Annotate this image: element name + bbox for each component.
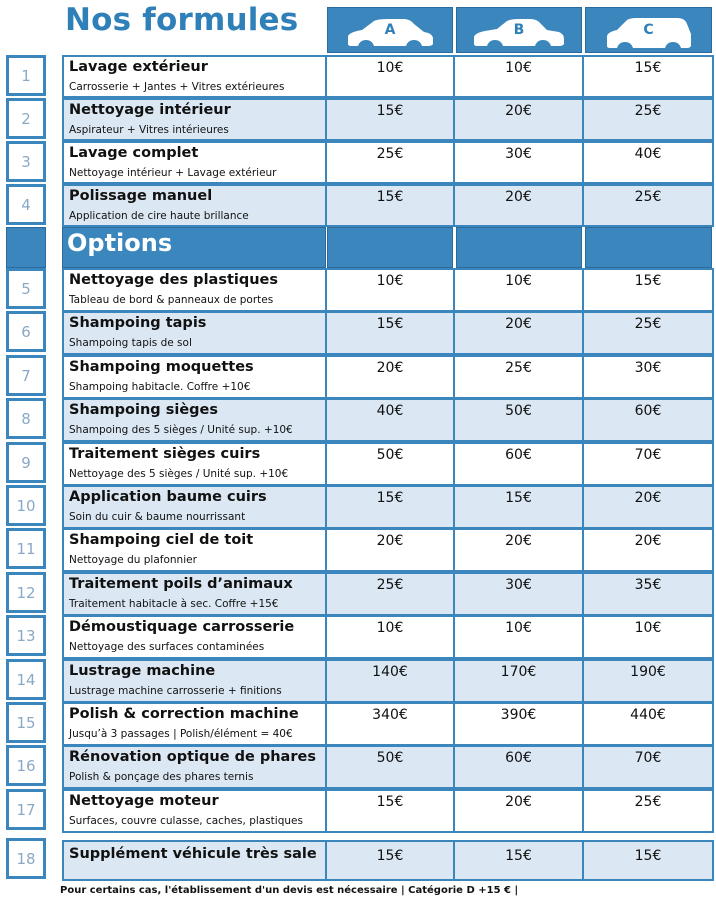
price-c: 25€: [634, 316, 662, 332]
price-a: 25€: [376, 577, 404, 593]
service-description: Nettoyage des surfaces contaminées: [69, 641, 265, 653]
price-cell-c: [582, 398, 714, 442]
price-b: 60€: [505, 447, 532, 463]
service-description: Nettoyage du plafonnier: [69, 554, 197, 566]
price-b: 25€: [505, 360, 532, 376]
price-c: 25€: [634, 103, 662, 119]
price-cell-c: [582, 355, 714, 399]
row-number: 3: [6, 141, 46, 182]
price-cell-a: [325, 840, 455, 881]
service-name: Lavage extérieur: [69, 59, 208, 75]
price-c: 30€: [634, 360, 662, 376]
price-cell-a: [325, 141, 455, 184]
service-description: Polish & ponçage des phares ternis: [69, 771, 254, 783]
price-a: 15€: [376, 103, 404, 119]
price-cell-a: [325, 268, 455, 312]
price-a: 15€: [376, 316, 404, 332]
price-cell-a: [325, 572, 455, 616]
price-cell-c: [582, 745, 714, 789]
service-description: Shampoing habitacle. Coffre +10€: [69, 381, 251, 393]
price-a: 140€: [372, 664, 408, 680]
price-cell-c: [582, 528, 714, 572]
price-cell-b: [453, 55, 584, 98]
column-label-b: B: [513, 22, 525, 38]
price-a: 15€: [376, 189, 404, 205]
column-label-c: C: [643, 22, 654, 38]
price-cell-a: [325, 355, 455, 399]
price-b: 15€: [505, 848, 532, 864]
price-cell-c: [582, 702, 714, 746]
table-row: [62, 398, 327, 442]
price-c: 15€: [634, 273, 662, 289]
price-cell-b: [453, 184, 584, 227]
service-name: Shampoing sièges: [69, 402, 219, 418]
price-cell-b: [453, 615, 584, 659]
price-a: 15€: [376, 848, 404, 864]
options-bar-a: [327, 227, 453, 268]
row-number: 9: [6, 442, 46, 483]
price-c: 40€: [634, 146, 662, 162]
price-cell-a: [325, 442, 455, 486]
price-b: 60€: [505, 750, 532, 766]
price-cell-c: [582, 840, 714, 881]
row-number: 16: [6, 745, 46, 786]
price-cell-a: [325, 184, 455, 227]
price-cell-b: [453, 789, 584, 833]
price-cell-c: [582, 789, 714, 833]
price-a: 40€: [376, 403, 404, 419]
table-row: [62, 702, 327, 746]
price-cell-c: [582, 98, 714, 141]
service-description: Shampoing des 5 sièges / Unité sup. +10€: [69, 424, 293, 436]
service-description: Nettoyage intérieur + Lavage extérieur: [69, 167, 277, 179]
service-name: Supplément véhicule très sale: [69, 846, 317, 862]
price-b: 390€: [500, 707, 537, 723]
price-b: 20€: [505, 189, 532, 205]
column-label-a: A: [384, 22, 396, 38]
price-b: 15€: [505, 490, 532, 506]
table-row: [62, 615, 327, 659]
price-cell-a: [325, 311, 455, 355]
row-number: 7: [6, 355, 46, 396]
column-header-b: [456, 7, 582, 53]
price-cell-b: [453, 355, 584, 399]
price-a: 20€: [376, 533, 404, 549]
price-a: 50€: [376, 447, 404, 463]
price-c: 15€: [634, 60, 662, 76]
price-cell-b: [453, 141, 584, 184]
price-c: 440€: [630, 707, 666, 723]
service-description: Carrosserie + Jantes + Vitres extérieures: [69, 81, 285, 93]
price-b: 10€: [505, 620, 532, 636]
price-cell-b: [453, 442, 584, 486]
price-c: 20€: [634, 490, 662, 506]
service-name: Shampoing tapis: [69, 315, 207, 331]
service-name: Polish & correction machine: [69, 706, 299, 722]
price-cell-a: [325, 98, 455, 141]
price-cell-b: [453, 528, 584, 572]
service-name: Rénovation optique de phares: [69, 749, 316, 765]
price-cell-b: [453, 311, 584, 355]
row-number: 17: [6, 789, 46, 830]
price-a: 340€: [372, 707, 408, 723]
price-a: 15€: [376, 794, 404, 810]
price-a: 15€: [376, 490, 404, 506]
service-description: Soin du cuir & baume nourrissant: [69, 511, 246, 523]
service-name: Lustrage machine: [69, 663, 216, 679]
price-a: 25€: [376, 146, 404, 162]
price-cell-c: [582, 184, 714, 227]
price-cell-b: [453, 840, 584, 881]
price-a: 50€: [376, 750, 404, 766]
price-a: 10€: [376, 60, 404, 76]
table-row: [62, 572, 327, 616]
service-name: Polissage manuel: [69, 188, 213, 204]
price-cell-c: [582, 572, 714, 616]
service-description: Jusqu’à 3 passages | Polish/élément = 40€: [69, 728, 293, 740]
price-c: 60€: [634, 403, 662, 419]
column-header-c: [585, 7, 712, 53]
table-row: [62, 55, 327, 98]
service-description: Application de cire haute brillance: [69, 210, 249, 222]
price-c: 25€: [634, 794, 662, 810]
price-cell-b: [453, 572, 584, 616]
service-name: Application baume cuirs: [69, 489, 267, 505]
service-description: Surfaces, couvre culasse, caches, plastiques: [69, 815, 303, 827]
table-row: [62, 184, 327, 227]
price-cell-c: [582, 659, 714, 703]
price-b: 30€: [505, 146, 532, 162]
table-row: [62, 442, 327, 486]
row-number: 4: [6, 184, 46, 225]
service-name: Nettoyage intérieur: [69, 102, 231, 118]
table-row: [62, 355, 327, 399]
options-bar-num: [6, 227, 46, 268]
table-row: [62, 745, 327, 789]
price-cell-a: [325, 528, 455, 572]
options-bar-b: [456, 227, 582, 268]
price-cell-a: [325, 745, 455, 789]
price-cell-b: [453, 398, 584, 442]
supplement-row: [62, 840, 327, 881]
service-description: Tableau de bord & panneaux de portes: [69, 294, 274, 306]
row-number: 18: [6, 838, 46, 879]
table-row: [62, 98, 327, 141]
service-name: Traitement sièges cuirs: [69, 446, 261, 462]
price-cell-b: [453, 485, 584, 529]
row-number: 12: [6, 572, 46, 613]
table-row: [62, 311, 327, 355]
service-name: Shampoing moquettes: [69, 359, 254, 375]
price-c: 35€: [634, 577, 662, 593]
price-a: 20€: [376, 360, 404, 376]
price-b: 20€: [505, 316, 532, 332]
price-cell-b: [453, 98, 584, 141]
service-description: Nettoyage des 5 sièges / Unité sup. +10€: [69, 468, 289, 480]
price-c: 190€: [630, 664, 666, 680]
price-cell-b: [453, 745, 584, 789]
row-number: 14: [6, 659, 46, 700]
price-a: 10€: [376, 273, 404, 289]
price-cell-b: [453, 268, 584, 312]
row-number: 10: [6, 485, 46, 526]
row-number: 15: [6, 702, 46, 743]
price-cell-a: [325, 659, 455, 703]
price-cell-a: [325, 55, 455, 98]
price-b: 20€: [505, 794, 532, 810]
price-b: 20€: [505, 103, 532, 119]
service-name: Traitement poils d’animaux: [69, 576, 293, 592]
row-number: 5: [6, 268, 46, 309]
service-name: Nettoyage des plastiques: [69, 272, 279, 288]
price-a: 10€: [376, 620, 404, 636]
service-description: Aspirateur + Vitres intérieures: [69, 124, 229, 136]
service-name: Lavage complet: [69, 145, 199, 161]
price-cell-a: [325, 702, 455, 746]
price-c: 70€: [634, 447, 662, 463]
price-c: 10€: [634, 620, 662, 636]
row-number: 8: [6, 398, 46, 439]
service-name: Démoustiquage carrosserie: [69, 619, 295, 635]
row-number: 13: [6, 615, 46, 656]
service-name: Shampoing ciel de toit: [69, 532, 254, 548]
price-cell-b: [453, 702, 584, 746]
price-cell-a: [325, 398, 455, 442]
row-number: 2: [6, 98, 46, 139]
price-c: 15€: [634, 848, 662, 864]
table-row: [62, 268, 327, 312]
price-c: 70€: [634, 750, 662, 766]
price-cell-c: [582, 615, 714, 659]
table-row: [62, 789, 327, 833]
price-cell-a: [325, 789, 455, 833]
row-number: 6: [6, 311, 46, 352]
options-title: Options: [67, 229, 173, 257]
service-name: Nettoyage moteur: [69, 793, 219, 809]
price-cell-a: [325, 615, 455, 659]
price-c: 20€: [634, 533, 662, 549]
price-cell-c: [582, 485, 714, 529]
service-description: Shampoing tapis de sol: [69, 337, 192, 349]
price-cell-c: [582, 442, 714, 486]
column-header-a: [327, 7, 453, 53]
price-cell-c: [582, 55, 714, 98]
price-cell-c: [582, 141, 714, 184]
row-number: 11: [6, 528, 46, 569]
table-row: [62, 485, 327, 529]
price-b: 10€: [505, 273, 532, 289]
price-cell-a: [325, 485, 455, 529]
price-cell-c: [582, 268, 714, 312]
price-cell-b: [453, 659, 584, 703]
price-b: 30€: [505, 577, 532, 593]
price-c: 25€: [634, 189, 662, 205]
table-row: [62, 141, 327, 184]
options-bar-c: [585, 227, 712, 268]
service-description: Lustrage machine carrosserie + finitions: [69, 685, 282, 697]
table-row: [62, 528, 327, 572]
table-row: [62, 659, 327, 703]
price-b: 10€: [505, 60, 532, 76]
page-title: Nos formules: [65, 2, 299, 38]
price-b: 20€: [505, 533, 532, 549]
service-description: Traitement habitacle à sec. Coffre +15€: [69, 598, 279, 610]
price-b: 50€: [505, 403, 532, 419]
price-b: 170€: [500, 664, 537, 680]
row-number: 1: [6, 55, 46, 96]
price-cell-c: [582, 311, 714, 355]
footer-note: Pour certains cas, l'établissement d'un devis est nécessaire | Catégorie D +15 € |: [60, 885, 519, 896]
